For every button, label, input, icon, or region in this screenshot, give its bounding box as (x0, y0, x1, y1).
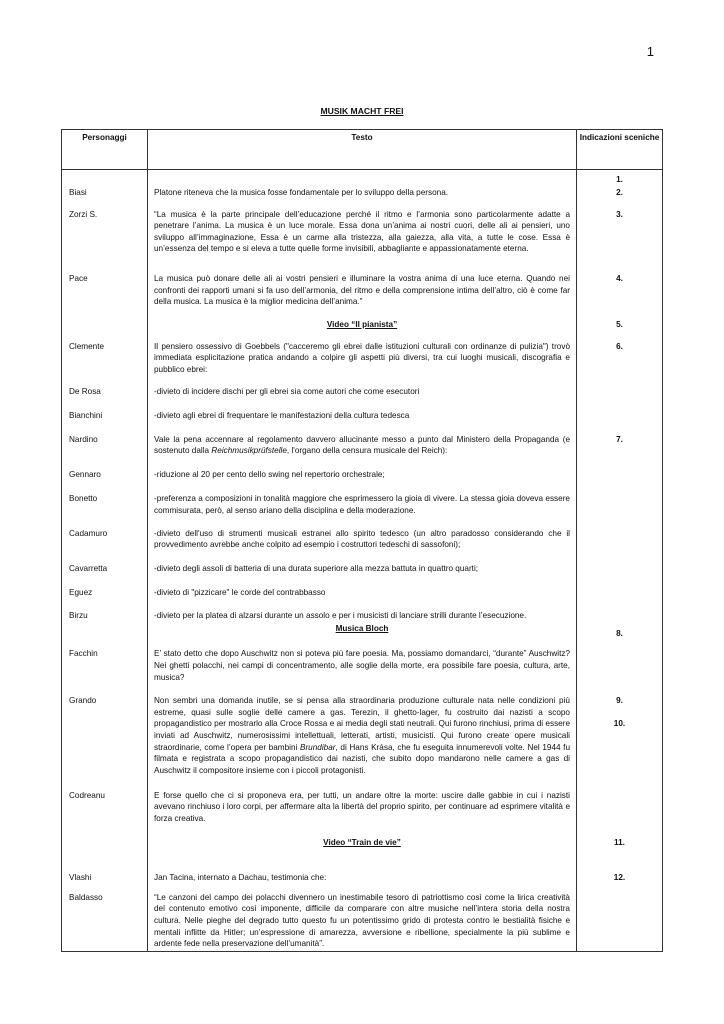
stage-direction-number: 8. (577, 623, 663, 641)
character-name: Grando (62, 684, 148, 777)
character-name (62, 825, 148, 850)
character-name: Gennaro (62, 458, 148, 482)
character-name: Pace (62, 256, 148, 309)
character-name (62, 309, 148, 332)
character-name: Bianchini (62, 399, 148, 423)
character-name: Eguez (62, 576, 148, 600)
character-name: Codreanu (62, 778, 148, 826)
scene-title: Video “Il pianista” (148, 309, 577, 332)
italic-title: Reichmusikprüfstelle (211, 446, 287, 456)
table-row (62, 376, 663, 399)
dialogue-text: Non sembri una domanda inutile, se si pensa alla straordinaria produzione culturale nata nelle condizioni più estreme, quasi sulle soglie delle camere a gas. Terezin, il ghetto-lager, fu costruito dai nazisti a scopo propagandistico per mostrarlo alla Croce Rossa e ai media degli stati neutrali. Qui furono rinchiusi, prima di essere inviati ad Auschwitz, numerosissimi intellettuali, letterati, artisti, musicisti. Qui furono create opere musicali straordinarie, come l’opera per bambini Brundibar, di Hans Krása, che fu eseguita innumerevoli volte. Nel 1944 fu filmata e registrata a scopo propagandistico dai nazisti, che subito dopo mandarono nelle camere a gas di Auschwitz il compositore insieme con i piccoli protagonisti. (148, 684, 577, 777)
character-name: Zorzi S. (62, 206, 148, 256)
table-row (62, 518, 663, 552)
scene-cue-row (62, 623, 663, 641)
stage-direction-number (577, 518, 663, 552)
character-name: Vlashi (62, 850, 148, 885)
table-header-row (62, 130, 663, 170)
stage-direction-number: 5. (577, 309, 663, 332)
stage-direction-number (577, 458, 663, 482)
italic-title: Brundibar (299, 742, 336, 752)
character-name: Clemente (62, 332, 148, 377)
table-row (62, 684, 663, 777)
dialogue-text: Il pensiero ossessivo di Goebbels ("cacceremo gli ebrei dalle istituzioni culturali con ordinanze di pulizia") trovò immediata esplicitazione pratica andando a colpire gli aspetti più diversi, tra cui luoghi musicali, discografia e pubblico ebrei: (148, 332, 577, 377)
dialogue-text: “Le canzoni del campo dei polacchi divennero un inestimabile tesoro di patriottismo così come la lirica creatività del contenuto emotivo così imponente, difficile da comparare con altre musiche nell’intera storia della nostra cultura. Nelle pieghe del degrado tutto questo fu un potentissimo grido di protesta contro le bestialità fisiche e mentali inflitte da Hitler; un’espressione di amarezza, avversione e ribellione, specialmente la più sublime e ardente fede nella preservazione dell’umanità”. (148, 885, 577, 952)
stage-direction-number (577, 399, 663, 423)
stage-direction-number: 2. (577, 187, 663, 206)
character-name (62, 623, 148, 641)
header-character: Personaggi (62, 130, 148, 170)
dialogue-text: -divieto di incidere dischi per gli ebrei sia come autori che come esecutori (148, 376, 577, 399)
table-row (62, 850, 663, 885)
dialogue-text: Vale la pena accennare al regolamento davvero allucinante messo a punto dal Ministero della Propaganda (e sostenuto dalla Reichmusikprüfstelle, l'organo della censura musicale del Reich): (148, 423, 577, 458)
table-row (62, 423, 663, 458)
dialogue-text: La musica può donare delle ali ai vostri pensieri e illuminare la vostra anima di una luce eterna. Quando nei confronti dei rapporti umani si fa uso dell’armonia, del ritmo e della comprensione intima dell’altro, ciò è come far della musica. La musica è la miglior medicina dell’anima.” (148, 256, 577, 309)
script-table (61, 129, 663, 952)
dialogue-text: -divieto dell'uso di strumenti musicali estranei allo spirito tedesco (un altro paradosso considerando che il provvedimento avrebbe anche colpito ad esempio i costruttori tedeschi di sassofoni); (148, 518, 577, 552)
character-name: Baldasso (62, 885, 148, 952)
dialogue-text: E forse quello che ci si proponeva era, per tutti, un andare oltre la morte: uscire dalle gabbie in cui i nazisti avevano rinchiuso i loro corpi, per affermare alta la libertà del proprio spirito, per continuare ad esprimere vitalità e forza creativa. (148, 778, 577, 826)
dialogue-text: Platone riteneva che la musica fosse fondamentale per lo sviluppo della persona. (148, 187, 577, 206)
stage-direction-number: 11. (577, 825, 663, 850)
character-name: De Rosa (62, 376, 148, 399)
character-name: Cavarretta (62, 552, 148, 576)
table-row (62, 552, 663, 576)
dialogue-text: “La musica è la parte principale dell’educazione perché il ritmo e l’armonia sono particolarmente adatte a penetrare l’anima. La musica è un luce morale. Essa dona un’anima ai nostri cuori, delle ali ai pensieri, uno sviluppo all’immaginazione, Essa è un carme alla tristezza, alla gaiezza, alla vita, a tutte le cose. Essa è un’essenza del tempo e si eleva a tutte quelle forme invisibili, abbagliante e appassionatamente eterna. (148, 206, 577, 256)
dialogue-text: -divieto agli ebrei di frequentare le manifestazioni della cultura tedesca (148, 399, 577, 423)
dialogue-text (148, 170, 577, 187)
scene-title: Video “Train de vie” (148, 825, 577, 850)
character-name: Biasi (62, 187, 148, 206)
stage-direction-number (577, 885, 663, 952)
table-row (62, 332, 663, 377)
stage-direction-number (577, 640, 663, 684)
table-row (62, 206, 663, 256)
character-name (62, 170, 148, 187)
stage-direction-number: 4. (577, 256, 663, 309)
table-row (62, 256, 663, 309)
table-row (62, 481, 663, 517)
page-number: 1 (646, 44, 654, 59)
stage-direction-number (577, 599, 663, 623)
scene-cue-row (62, 309, 663, 332)
table-row (62, 399, 663, 423)
dialogue-text: -riduzione al 20 per cento dello swing nel repertorio orchestrale; (148, 458, 577, 482)
character-name: Cadamuro (62, 518, 148, 552)
stage-direction-number (577, 481, 663, 517)
dialogue-text: -preferenza a composizioni in tonalità maggiore che esprimessero la gioia di vivere. La stessa gioia doveva essere commisurata, però, al senso ariano della disciplina e della moderazione. (148, 481, 577, 517)
document-title: MUSIK MACHT FREI (320, 106, 404, 116)
stage-direction-number: 3. (577, 206, 663, 256)
table-row (62, 576, 663, 600)
table-row (62, 640, 663, 684)
character-name: Facchin (62, 640, 148, 684)
stage-direction-number: 12. (577, 850, 663, 885)
dialogue-text: E’ stato detto che dopo Auschwitz non si poteva più fare poesia. Ma, possiamo domandarci, “durante” Auschwitz? Nei ghetti polacchi, nei campi di concentramento, alle soglie della morte, era possibile fare poesia, cultura, arte, musica? (148, 640, 577, 684)
scene-title: Musica Bloch (148, 623, 577, 641)
character-name: Nardino (62, 423, 148, 458)
stage-direction-number: 7. (577, 423, 663, 458)
table-row (62, 885, 663, 952)
dialogue-text: Jan Tacina, internato a Dachau, testimonia che: (148, 850, 577, 885)
table-row (62, 599, 663, 623)
stage-direction-number (577, 576, 663, 600)
stage-direction-number: 6. (577, 332, 663, 377)
stage-direction-number: 1. (577, 170, 663, 187)
dialogue-text: -divieto di "pizzicare" le corde del contrabbasso (148, 576, 577, 600)
stage-direction-number (577, 552, 663, 576)
table-row (62, 458, 663, 482)
dialogue-text: -divieto per la platea di alzarsi durante un assolo e per i musicisti di lanciare strilli durante l’esecuzione. (148, 599, 577, 623)
table-row (62, 778, 663, 826)
stage-direction-number: 9. 10. (577, 684, 663, 777)
character-name: Bonetto (62, 481, 148, 517)
dialogue-text: -divieto degli assoli di batteria di una durata superiore alla mezza battuta in quattro quarti; (148, 552, 577, 576)
header-cues: Indicazioni sceniche (577, 130, 663, 170)
scene-cue-row (62, 825, 663, 850)
table-row (62, 170, 663, 187)
stage-direction-number (577, 376, 663, 399)
table-row (62, 187, 663, 206)
stage-direction-number (577, 778, 663, 826)
header-text: Testo (148, 130, 577, 170)
character-name: Birzu (62, 599, 148, 623)
